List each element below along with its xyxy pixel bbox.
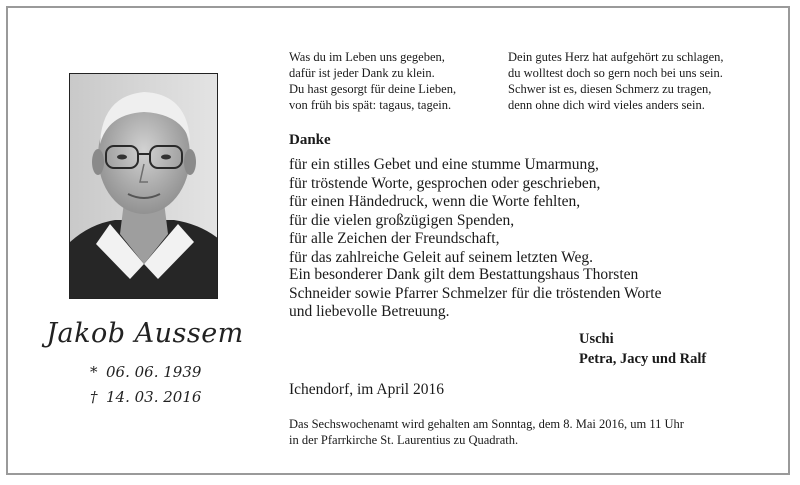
thanks-line: für das zahlreiche Geleit auf seinem letzten Weg. [289,248,594,266]
cross-symbol: † [90,388,98,406]
portrait-photo [69,73,218,299]
birth-symbol: * [90,363,98,381]
notice-line: in der Pfarrkirche St. Laurentius zu Quadrath. [289,433,519,447]
signature-line: Petra, Jacy und Ralf [579,351,707,367]
special-thanks [289,266,661,322]
deceased-name: Jakob Aussem [46,318,244,349]
verse-line: Was du im Leben uns gegeben, [289,50,445,64]
notice-line: Das Sechswochenamt wird gehalten am Sonntag, dem 8. Mai 2016, um 11 Uhr [289,417,684,431]
verse-line: Dein gutes Herz hat aufgehört zu schlagen, [508,50,724,64]
thanks-line: für einen Händedruck, wenn die Worte fehlten, [289,193,581,211]
service-notice [289,416,684,448]
verse-right [508,49,724,113]
verse-line: du wolltest doch so gern noch bei uns sein. [508,66,723,80]
birth-date-text: 06. 06. 1939 [106,363,202,381]
place-date: Ichendorf, im April 2016 [289,381,444,398]
birth-date [90,363,201,381]
thanks-line: für tröstende Worte, gesprochen oder geschrieben, [289,174,601,192]
thanks-heading: Danke [289,132,331,148]
verse-left [289,49,456,113]
thanks-line: für alle Zeichen der Freundschaft, [289,230,500,248]
thanks-line: für die vielen großzügigen Spenden, [289,211,515,229]
thanks-line: für ein stilles Gebet und eine stumme Umarmung, [289,156,599,173]
signature [579,329,706,369]
special-thanks-line: und liebevolle Betreuung. [289,303,450,321]
verse-line: dafür ist jeder Dank zu klein. [289,66,435,80]
death-date [90,388,201,406]
verse-line: von früh bis spät: tagaus, tagein. [289,98,452,112]
special-thanks-line: Ein besonderer Dank gilt dem Bestattungshaus Thorsten [289,266,639,283]
verse-line: denn ohne dich wird vieles anders sein. [508,98,705,112]
verse-line: Schwer ist es, diesen Schmerz zu tragen, [508,82,712,96]
special-thanks-line: Schneider sowie Pfarrer Schmelzer für die tröstenden Worte [289,284,662,302]
verse-line: Du hast gesorgt für deine Lieben, [289,82,457,96]
death-date-text: 14. 03. 2016 [106,388,202,406]
signature-line: Uschi [579,331,614,347]
thanks-list [289,156,600,268]
